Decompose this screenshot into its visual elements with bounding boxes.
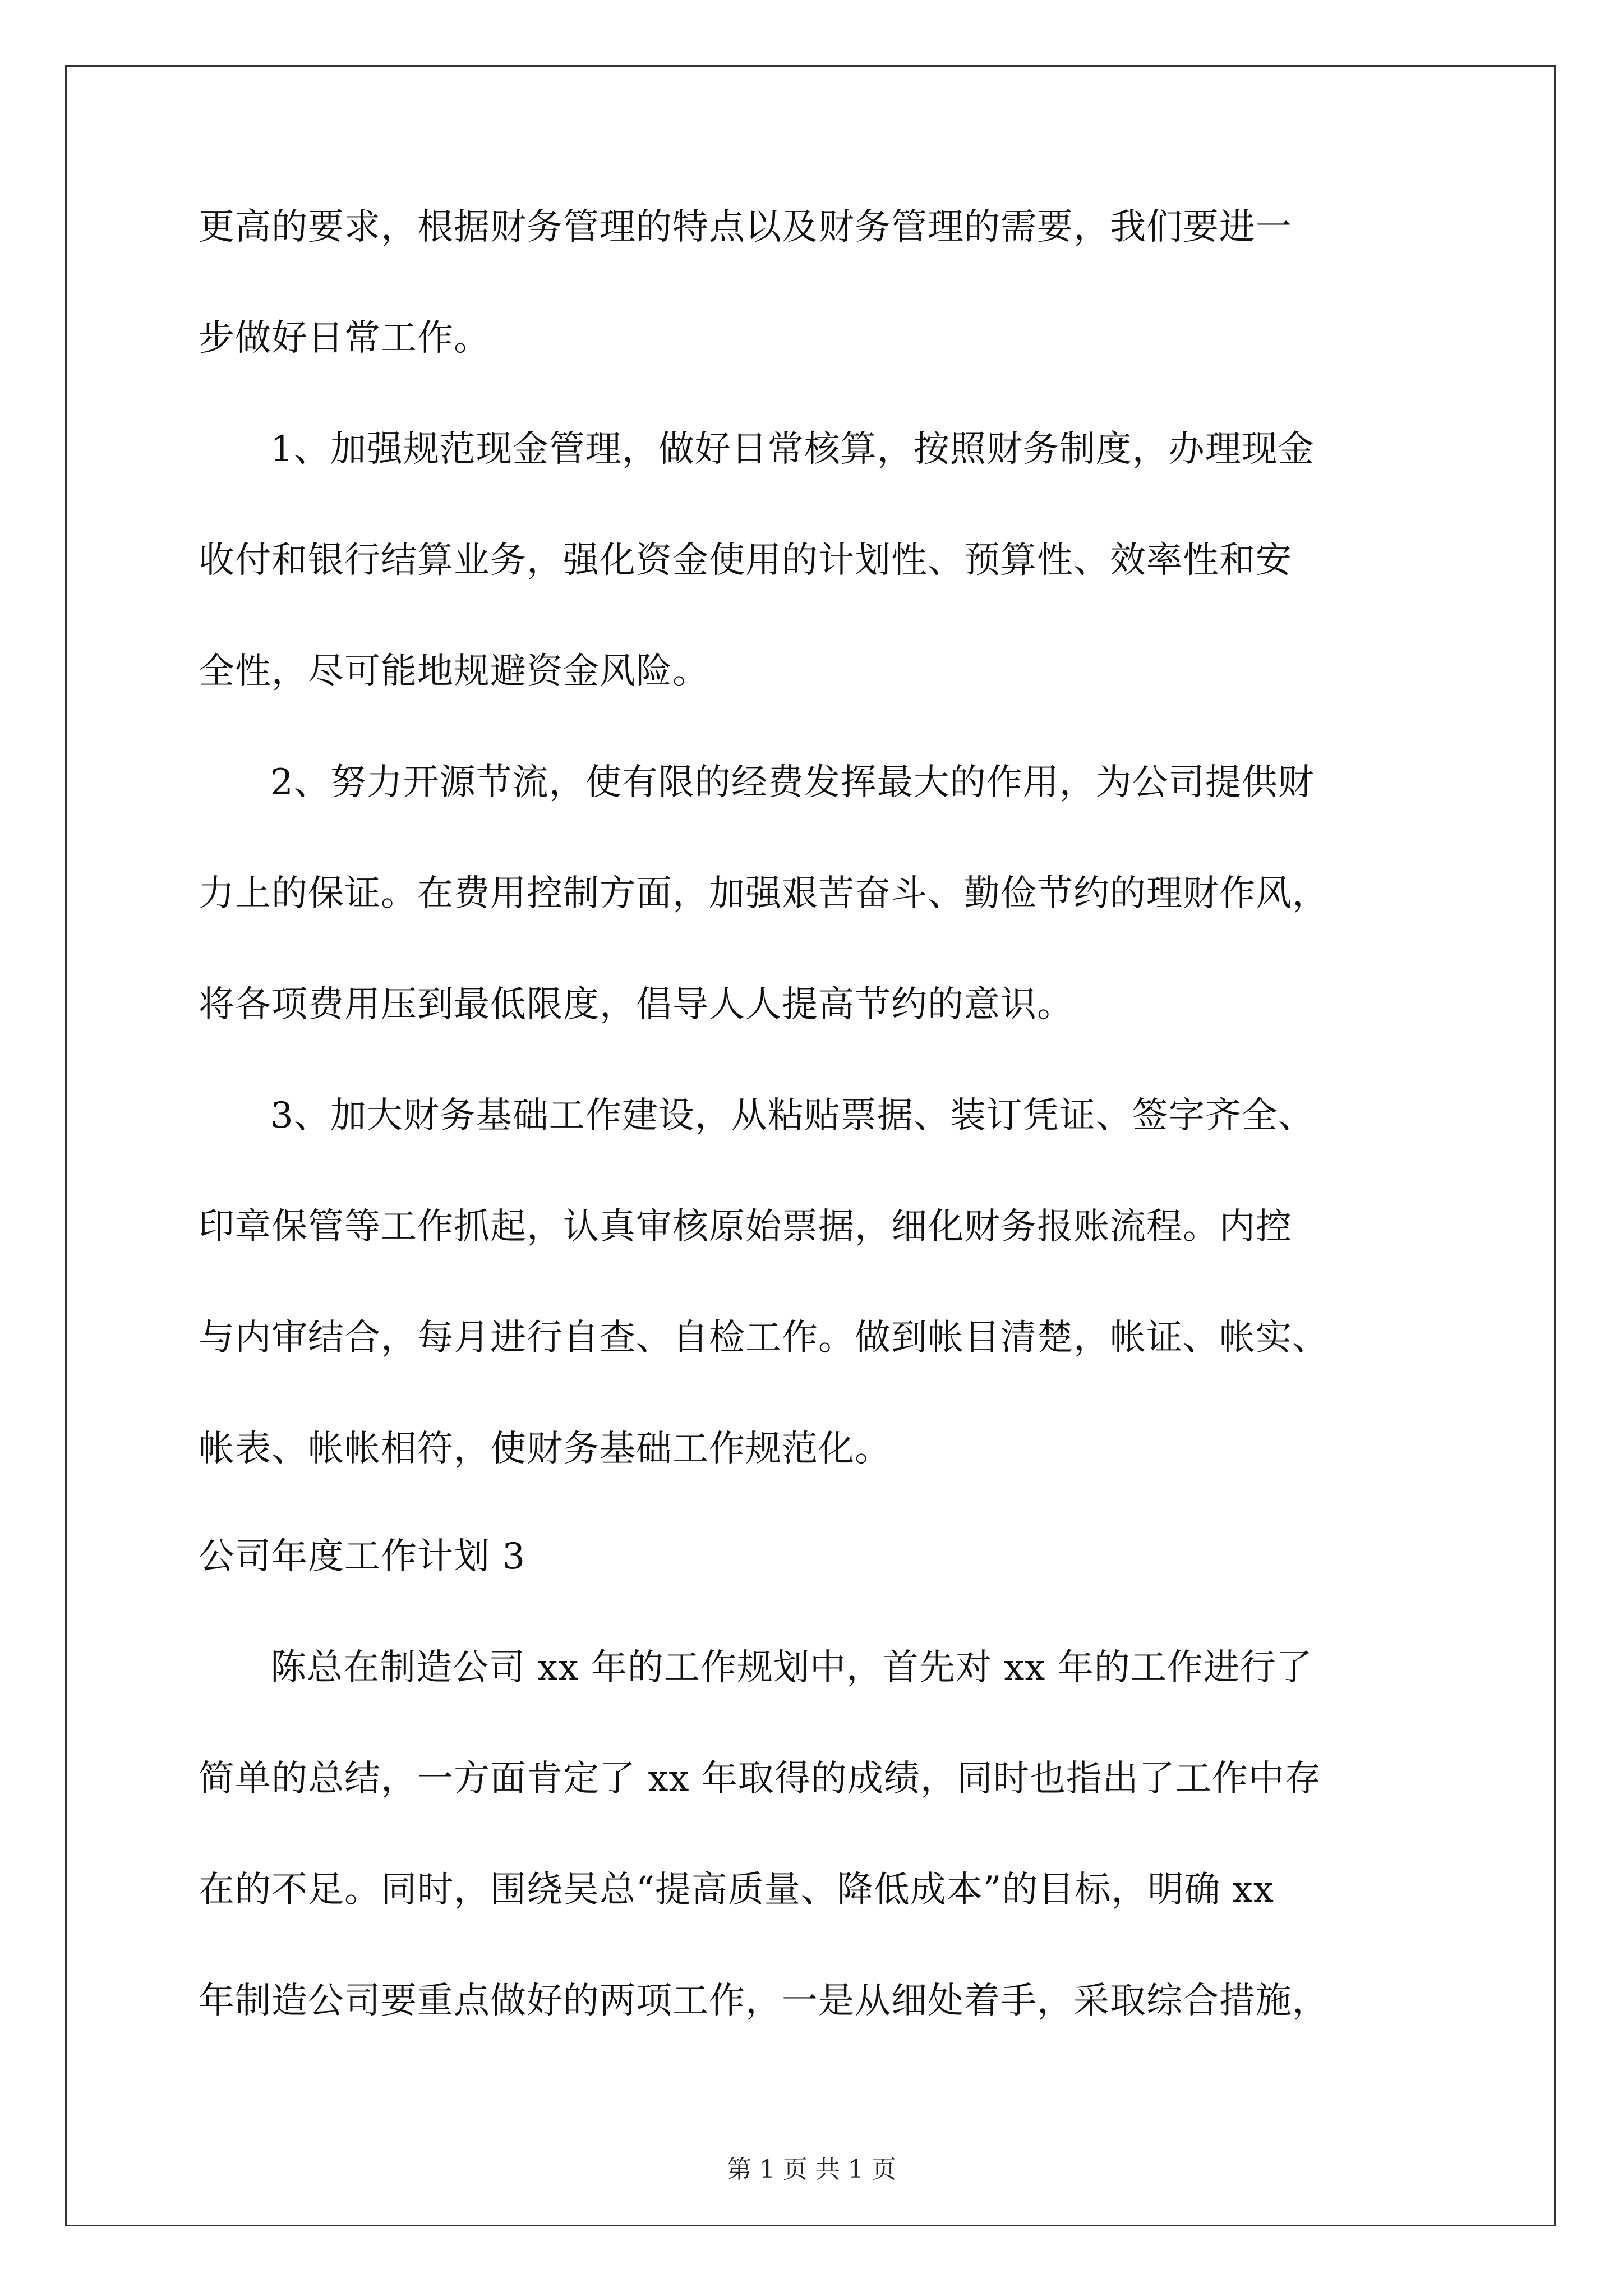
- text-line: 简单的总结，一方面肯定了 xx 年取得的成绩，同时也指出了工作中存: [199, 1758, 1321, 1800]
- text-line: 在的不足。同时，围绕吴总“提高质量、降低成本”的目标，明确 xx: [199, 1869, 1274, 1911]
- page-number-footer: 第 1 页 共 1 页: [727, 2155, 896, 2184]
- text-line: 步做好日常工作。: [199, 318, 490, 359]
- text-line: 收付和银行结算业务，强化资金使用的计划性、预算性、效率性和安: [199, 540, 1292, 581]
- text-line: 力上的保证。在费用控制方面，加强艰苦奋斗、勤俭节约的理财作风，: [199, 873, 1329, 914]
- text-line: 与内审结合，每月进行自查、自检工作。做到帐目清楚，帐证、帐实、: [199, 1317, 1329, 1359]
- text-line: 更高的要求，根据财务管理的特点以及财务管理的需要，我们要进一: [199, 206, 1292, 248]
- section-heading: 公司年度工作计划 3: [199, 1536, 526, 1577]
- text-line: 印章保管等工作抓起，认真审核原始票据，细化财务报账流程。内控: [199, 1206, 1292, 1248]
- text-line: 帐表、帐帐相符，使财务基础工作规范化。: [199, 1428, 891, 1470]
- paragraph-3-start: 3、加大财务基础工作建设，从粘贴票据、装订凭证、签字齐全、: [270, 1095, 1315, 1137]
- text-line: 全性，尽可能地规避资金风险。: [199, 651, 709, 692]
- paragraph-1-start: 1、加强规范现金管理，做好日常核算，按照财务制度，办理现金: [270, 429, 1315, 470]
- paragraph-4-start: 陈总在制造公司 xx 年的工作规划中，首先对 xx 年的工作进行了: [270, 1647, 1313, 1688]
- text-line: 年制造公司要重点做好的两项工作，一是从细处着手，采取综合措施，: [199, 1980, 1329, 2022]
- paragraph-2-start: 2、努力开源节流，使有限的经费发挥最大的作用，为公司提供财: [270, 762, 1315, 803]
- text-line: 将各项费用压到最低限度，倡导人人提高节约的意识。: [199, 984, 1073, 1025]
